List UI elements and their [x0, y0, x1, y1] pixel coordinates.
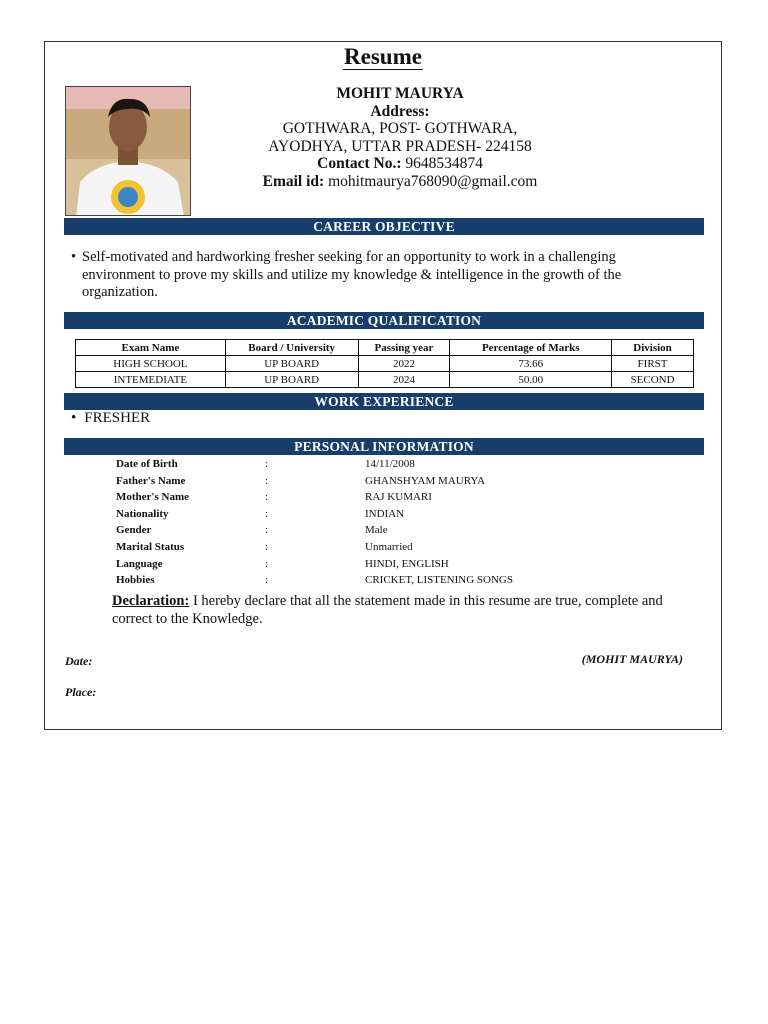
contact-label: Contact No.: — [317, 155, 402, 172]
personal-value: Male — [365, 524, 388, 537]
personal-label: Marital Status — [116, 540, 185, 553]
personal-colon: : — [265, 458, 269, 470]
cell-exam: HIGH SCHOOL — [76, 356, 226, 372]
personal-value: GHANSHYAM MAURYA — [365, 474, 486, 487]
career-objective — [71, 249, 691, 302]
list-item — [116, 556, 676, 573]
contact-header — [195, 85, 605, 190]
personal-value: RAJ KUMARI — [365, 491, 432, 504]
profile-photo — [65, 86, 191, 216]
address-label: Address: — [370, 102, 430, 120]
col-division: Division — [612, 340, 694, 356]
cell-board: UP BOARD — [225, 356, 358, 372]
work-text: FRESHER — [84, 410, 151, 426]
work-bullet: • — [71, 410, 77, 426]
personal-label: Gender — [116, 524, 152, 537]
cell-percentage: 50.00 — [450, 372, 612, 388]
declaration-text: I hereby declare that all the statement made in this resume are true, complete and correct to the Knowledge. — [112, 593, 663, 627]
email-line — [195, 173, 605, 191]
list-item — [116, 572, 676, 589]
personal-value: 14/11/2008 — [365, 458, 415, 470]
email-value: mohitmaurya768090@gmail.com — [328, 172, 538, 190]
section-academic-qualification: ACADEMIC QUALIFICATION — [64, 312, 704, 329]
declaration-label: Declaration: — [112, 593, 190, 609]
personal-label: Language — [116, 557, 163, 570]
declaration — [112, 593, 682, 628]
personal-label: Date of Birth — [116, 458, 178, 470]
col-percentage: Percentage of Marks — [450, 340, 612, 356]
objective-bullet: • — [71, 249, 77, 265]
personal-colon: : — [265, 540, 269, 553]
personal-info — [116, 456, 676, 589]
section-work-experience: WORK EXPERIENCE — [64, 393, 704, 410]
list-item — [116, 489, 676, 506]
email-label: Email id: — [262, 172, 325, 190]
personal-colon: : — [265, 491, 269, 504]
list-item — [116, 456, 676, 473]
academic-table — [75, 339, 694, 388]
personal-colon: : — [265, 557, 269, 570]
personal-colon: : — [265, 474, 269, 487]
resume-page — [44, 41, 722, 730]
personal-colon: : — [265, 574, 269, 587]
contact-value: 9648534874 — [405, 155, 483, 172]
personal-value: Unmarried — [365, 540, 413, 553]
work-experience — [71, 410, 150, 427]
personal-label: Hobbies — [116, 574, 155, 587]
date-label: Date: — [65, 654, 93, 668]
cell-division: SECOND — [612, 372, 694, 388]
signature-name: (MOHIT MAURYA) — [581, 652, 683, 666]
resume-title-text: Resume — [344, 44, 422, 69]
cell-exam: INTEMEDIATE — [76, 372, 226, 388]
list-item — [116, 506, 676, 523]
section-personal-information: PERSONAL INFORMATION — [64, 438, 704, 455]
contact-line — [195, 155, 605, 173]
cell-percentage: 73.66 — [450, 356, 612, 372]
col-passing-year: Passing year — [358, 340, 450, 356]
table-row — [76, 356, 694, 372]
personal-value: HINDI, ENGLISH — [365, 557, 449, 570]
address-line-1: GOTHWARA, POST- GOTHWARA, — [282, 120, 518, 137]
list-item — [116, 522, 676, 539]
place-label: Place: — [65, 685, 97, 699]
col-exam-name: Exam Name — [76, 340, 226, 356]
personal-colon: : — [265, 524, 269, 537]
cell-board: UP BOARD — [225, 372, 358, 388]
cell-year: 2024 — [358, 372, 450, 388]
personal-value: INDIAN — [365, 507, 405, 520]
section-career-objective: CAREER OBJECTIVE — [64, 218, 704, 235]
profile-photo-image — [66, 87, 191, 216]
personal-label: Father's Name — [116, 474, 186, 487]
table-row — [76, 372, 694, 388]
personal-value: CRICKET, LISTENING SONGS — [365, 574, 513, 587]
col-board: Board / University — [225, 340, 358, 356]
list-item — [116, 473, 676, 490]
academic-header-row — [76, 340, 694, 356]
objective-text: Self-motivated and hardworking fresher seeking for an opportunity to work in a challenging environment to prove my skills and utilize my knowledge & intelligence in the growth of the organization. — [82, 249, 622, 300]
cell-division: FIRST — [612, 356, 694, 372]
cell-year: 2022 — [358, 356, 450, 372]
personal-label: Mother's Name — [116, 491, 190, 504]
candidate-name: MOHIT MAURYA — [336, 85, 464, 102]
list-item — [116, 539, 676, 556]
resume-title — [45, 44, 721, 70]
address-line-2: AYODHYA, UTTAR PRADESH- 224158 — [268, 137, 532, 155]
personal-label: Nationality — [116, 507, 169, 520]
personal-colon: : — [265, 507, 269, 520]
